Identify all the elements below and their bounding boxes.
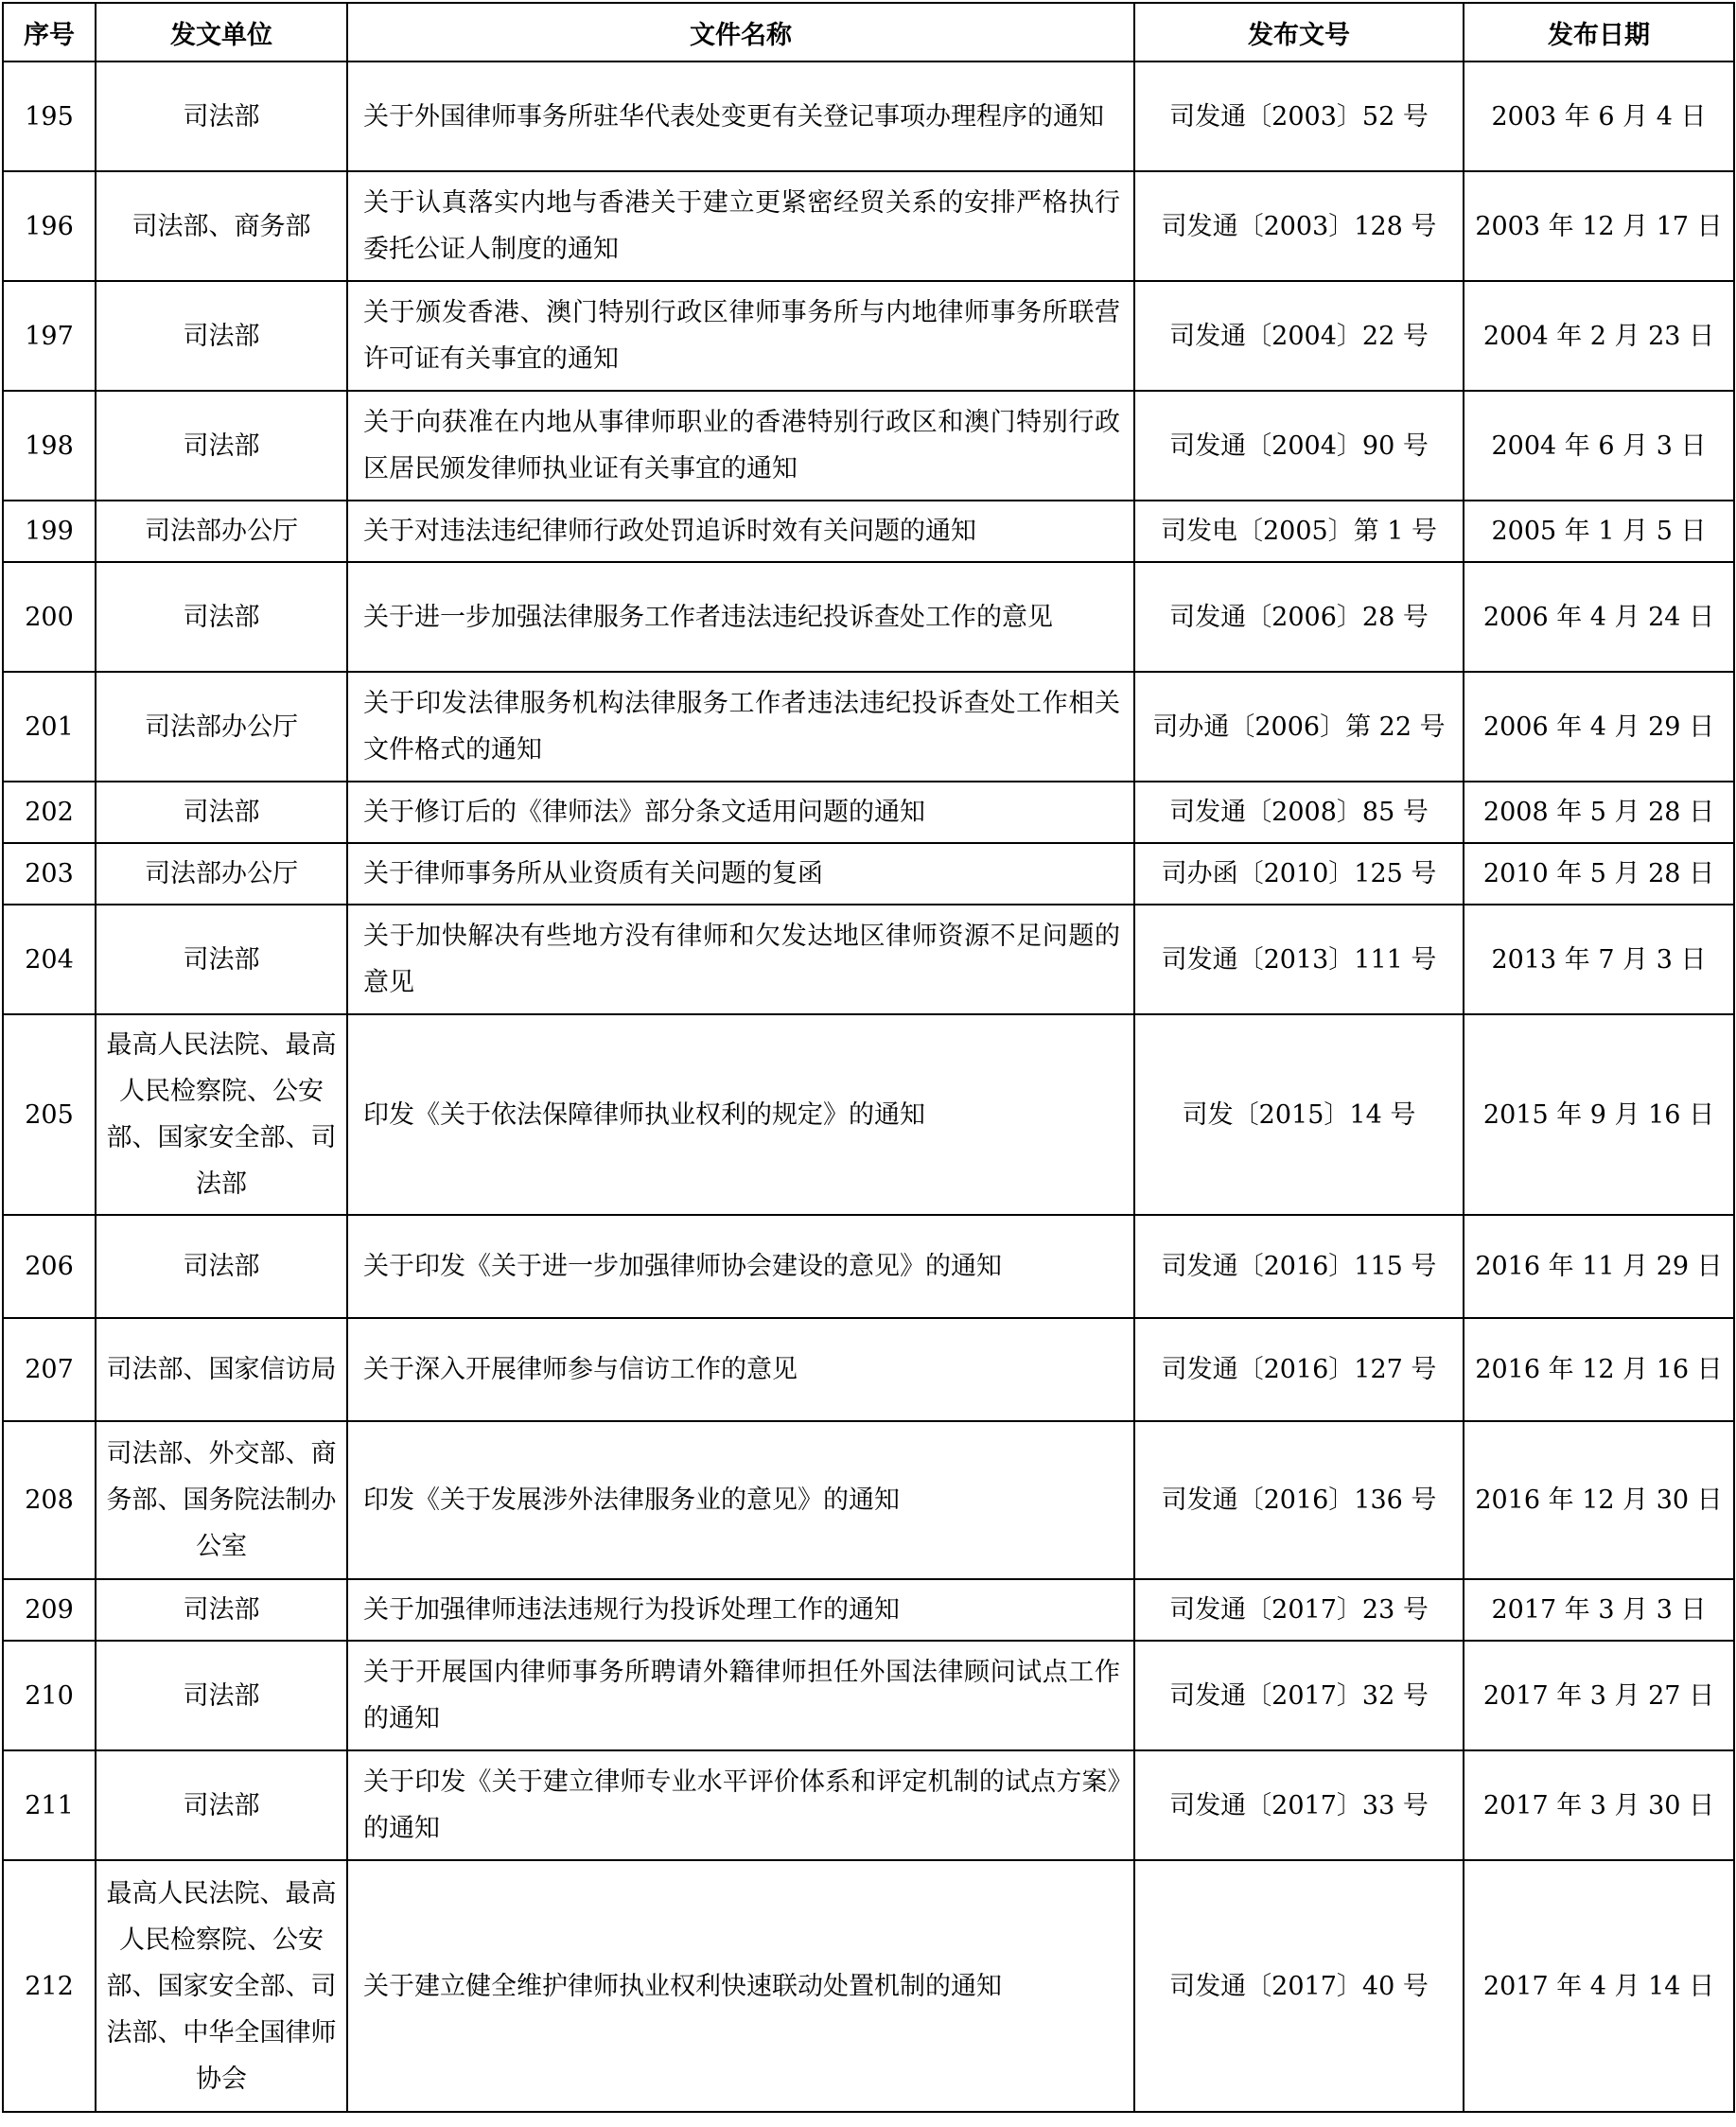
- cell-no: 211: [3, 1750, 96, 1860]
- cell-no: 204: [3, 905, 96, 1014]
- cell-date: 2010 年 5 月 28 日: [1464, 843, 1734, 905]
- cell-unit: 最高人民法院、最高人民检察院、公安部、国家安全部、司法部: [96, 1014, 347, 1215]
- cell-no: 203: [3, 843, 96, 905]
- cell-title: 关于认真落实内地与香港关于建立更紧密经贸关系的安排严格执行委托公证人制度的通知: [347, 171, 1134, 281]
- header-title: 文件名称: [347, 3, 1134, 62]
- table-row: [3, 1421, 1734, 1579]
- cell-date: 2017 年 3 月 27 日: [1464, 1641, 1734, 1750]
- cell-title: 关于深入开展律师参与信访工作的意见: [347, 1318, 1134, 1421]
- header-no: 序号: [3, 3, 96, 62]
- cell-unit: 司法部: [96, 1579, 347, 1641]
- cell-date: 2004 年 6 月 3 日: [1464, 391, 1734, 501]
- cell-no: 198: [3, 391, 96, 501]
- table-row: [3, 1579, 1734, 1641]
- cell-title: 关于修订后的《律师法》部分条文适用问题的通知: [347, 782, 1134, 843]
- cell-date: 2005 年 1 月 5 日: [1464, 501, 1734, 562]
- cell-date: 2016 年 12 月 30 日: [1464, 1421, 1734, 1579]
- cell-title: 关于律师事务所从业资质有关问题的复函: [347, 843, 1134, 905]
- cell-title: 关于向获准在内地从事律师职业的香港特别行政区和澳门特别行政区居民颁发律师执业证有关事宜的通知: [347, 391, 1134, 501]
- cell-doc-number: 司发通〔2017〕40 号: [1134, 1860, 1464, 2112]
- cell-no: 197: [3, 281, 96, 391]
- cell-unit: 司法部: [96, 562, 347, 672]
- cell-doc-number: 司发通〔2017〕33 号: [1134, 1750, 1464, 1860]
- header-unit: 发文单位: [96, 3, 347, 62]
- cell-title: 印发《关于发展涉外法律服务业的意见》的通知: [347, 1421, 1134, 1579]
- cell-unit: 司法部: [96, 391, 347, 501]
- cell-doc-number: 司发通〔2003〕52 号: [1134, 62, 1464, 171]
- cell-doc-number: 司发通〔2008〕85 号: [1134, 782, 1464, 843]
- cell-unit: 司法部: [96, 905, 347, 1014]
- cell-unit: 司法部、国家信访局: [96, 1318, 347, 1421]
- table-row: [3, 782, 1734, 843]
- cell-date: 2017 年 3 月 3 日: [1464, 1579, 1734, 1641]
- cell-title: 关于对违法违纪律师行政处罚追诉时效有关问题的通知: [347, 501, 1134, 562]
- cell-doc-number: 司办函〔2010〕125 号: [1134, 843, 1464, 905]
- header-doc-number: 发布文号: [1134, 3, 1464, 62]
- cell-doc-number: 司发通〔2006〕28 号: [1134, 562, 1464, 672]
- cell-doc-number: 司办通〔2006〕第 22 号: [1134, 672, 1464, 782]
- cell-doc-number: 司发通〔2017〕23 号: [1134, 1579, 1464, 1641]
- cell-title: 关于进一步加强法律服务工作者违法违纪投诉查处工作的意见: [347, 562, 1134, 672]
- cell-doc-number: 司发通〔2013〕111 号: [1134, 905, 1464, 1014]
- cell-unit: 司法部: [96, 1641, 347, 1750]
- table-row: [3, 501, 1734, 562]
- cell-unit: 司法部办公厅: [96, 843, 347, 905]
- cell-date: 2004 年 2 月 23 日: [1464, 281, 1734, 391]
- cell-unit: 司法部办公厅: [96, 501, 347, 562]
- table-row: [3, 62, 1734, 171]
- cell-date: 2003 年 12 月 17 日: [1464, 171, 1734, 281]
- table-row: [3, 281, 1734, 391]
- cell-title: 关于印发《关于进一步加强律师协会建设的意见》的通知: [347, 1215, 1134, 1318]
- cell-unit: 司法部、商务部: [96, 171, 347, 281]
- cell-no: 202: [3, 782, 96, 843]
- cell-no: 200: [3, 562, 96, 672]
- cell-no: 209: [3, 1579, 96, 1641]
- cell-date: 2015 年 9 月 16 日: [1464, 1014, 1734, 1215]
- cell-doc-number: 司发通〔2017〕32 号: [1134, 1641, 1464, 1750]
- cell-title: 印发《关于依法保障律师执业权利的规定》的通知: [347, 1014, 1134, 1215]
- cell-doc-number: 司发通〔2016〕136 号: [1134, 1421, 1464, 1579]
- cell-date: 2008 年 5 月 28 日: [1464, 782, 1734, 843]
- cell-title: 关于外国律师事务所驻华代表处变更有关登记事项办理程序的通知: [347, 62, 1134, 171]
- cell-title: 关于加快解决有些地方没有律师和欠发达地区律师资源不足问题的意见: [347, 905, 1134, 1014]
- cell-doc-number: 司发通〔2016〕127 号: [1134, 1318, 1464, 1421]
- table-row: [3, 1750, 1734, 1860]
- cell-doc-number: 司发通〔2004〕90 号: [1134, 391, 1464, 501]
- table-row: [3, 171, 1734, 281]
- cell-title: 关于建立健全维护律师执业权利快速联动处置机制的通知: [347, 1860, 1134, 2112]
- cell-date: 2006 年 4 月 29 日: [1464, 672, 1734, 782]
- cell-title: 关于印发《关于建立律师专业水平评价体系和评定机制的试点方案》的通知: [347, 1750, 1134, 1860]
- cell-unit: 司法部、外交部、商务部、国务院法制办公室: [96, 1421, 347, 1579]
- cell-title: 关于印发法律服务机构法律服务工作者违法违纪投诉查处工作相关文件格式的通知: [347, 672, 1134, 782]
- cell-no: 207: [3, 1318, 96, 1421]
- cell-no: 205: [3, 1014, 96, 1215]
- cell-unit: 司法部: [96, 782, 347, 843]
- cell-doc-number: 司发通〔2003〕128 号: [1134, 171, 1464, 281]
- cell-no: 201: [3, 672, 96, 782]
- cell-no: 210: [3, 1641, 96, 1750]
- cell-doc-number: 司发通〔2016〕115 号: [1134, 1215, 1464, 1318]
- table-row: [3, 562, 1734, 672]
- table-row: [3, 391, 1734, 501]
- cell-date: 2013 年 7 月 3 日: [1464, 905, 1734, 1014]
- cell-no: 206: [3, 1215, 96, 1318]
- cell-no: 212: [3, 1860, 96, 2112]
- table-row: [3, 672, 1734, 782]
- cell-date: 2003 年 6 月 4 日: [1464, 62, 1734, 171]
- cell-no: 199: [3, 501, 96, 562]
- cell-unit: 最高人民法院、最高人民检察院、公安部、国家安全部、司法部、中华全国律师协会: [96, 1860, 347, 2112]
- header-date: 发布日期: [1464, 3, 1734, 62]
- table-row: [3, 1860, 1734, 2112]
- header-row: [3, 3, 1734, 62]
- cell-no: 196: [3, 171, 96, 281]
- cell-unit: 司法部办公厅: [96, 672, 347, 782]
- regulations-table: [2, 2, 1735, 2113]
- cell-date: 2016 年 12 月 16 日: [1464, 1318, 1734, 1421]
- cell-doc-number: 司发〔2015〕14 号: [1134, 1014, 1464, 1215]
- table-row: [3, 1641, 1734, 1750]
- table-row: [3, 905, 1734, 1014]
- table-row: [3, 1318, 1734, 1421]
- cell-no: 208: [3, 1421, 96, 1579]
- cell-unit: 司法部: [96, 281, 347, 391]
- cell-unit: 司法部: [96, 62, 347, 171]
- cell-title: 关于加强律师违法违规行为投诉处理工作的通知: [347, 1579, 1134, 1641]
- cell-unit: 司法部: [96, 1750, 347, 1860]
- table-row: [3, 1215, 1734, 1318]
- cell-title: 关于颁发香港、澳门特别行政区律师事务所与内地律师事务所联营许可证有关事宜的通知: [347, 281, 1134, 391]
- table-row: [3, 1014, 1734, 1215]
- cell-date: 2017 年 4 月 14 日: [1464, 1860, 1734, 2112]
- cell-no: 195: [3, 62, 96, 171]
- cell-unit: 司法部: [96, 1215, 347, 1318]
- cell-title: 关于开展国内律师事务所聘请外籍律师担任外国法律顾问试点工作的通知: [347, 1641, 1134, 1750]
- cell-date: 2006 年 4 月 24 日: [1464, 562, 1734, 672]
- cell-date: 2016 年 11 月 29 日: [1464, 1215, 1734, 1318]
- cell-doc-number: 司发电〔2005〕第 1 号: [1134, 501, 1464, 562]
- cell-date: 2017 年 3 月 30 日: [1464, 1750, 1734, 1860]
- table-row: [3, 843, 1734, 905]
- cell-doc-number: 司发通〔2004〕22 号: [1134, 281, 1464, 391]
